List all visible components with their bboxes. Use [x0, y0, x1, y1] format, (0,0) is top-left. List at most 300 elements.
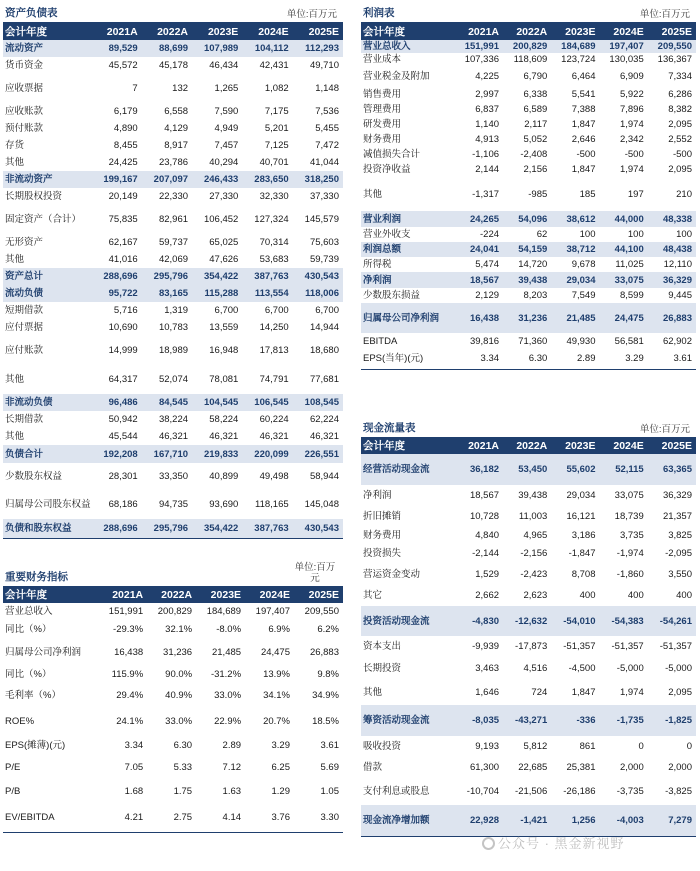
row-label: 应付账款 [5, 345, 44, 356]
table-row [361, 53, 696, 65]
cell-value: 40,701 [259, 157, 289, 168]
cell-value: 24,041 [455, 242, 503, 257]
cell-value: 1.75 [173, 785, 193, 797]
table-row [361, 506, 696, 527]
header-year: 2023E [196, 588, 245, 603]
cell-value: 75,835 [108, 214, 138, 225]
cell-value: 1,847 [571, 119, 596, 130]
cell-value: 55,602 [551, 454, 599, 485]
cell-value: 2.75 [147, 804, 196, 832]
cell-value: 71,360 [518, 335, 548, 347]
cell-value: 2,117 [524, 119, 548, 130]
table-row [361, 65, 696, 87]
table-row [3, 756, 343, 778]
cell-value: 1,646 [475, 686, 500, 698]
cell-value: 24,475 [260, 647, 290, 658]
cell-value: 13,559 [209, 322, 239, 333]
header-year: 2022A [503, 439, 551, 454]
cell-value: 2,129 [475, 290, 500, 301]
cell-value: 100 [627, 229, 644, 240]
table-row [3, 639, 343, 666]
row-label: EBITDA [363, 335, 398, 347]
cell-value: 5.33 [173, 761, 193, 773]
row-label: 预付账款 [5, 123, 44, 134]
row-label: 长期股权投资 [5, 191, 63, 202]
cell-value: 2,144 [475, 164, 500, 175]
header-year: 2025E [648, 439, 696, 454]
cell-value: 24,475 [600, 303, 648, 333]
cell-value: 246,433 [192, 171, 242, 188]
cell-value: 26,883 [309, 647, 339, 658]
cell-value: -8.0% [216, 624, 242, 635]
cell-value: 3.30 [294, 804, 343, 832]
cell-value: -1,974 [616, 548, 644, 559]
cell-value: 20,149 [108, 191, 138, 202]
cell-value: 62,167 [108, 237, 138, 248]
table-row [3, 285, 343, 302]
row-label: 利润总额 [361, 242, 455, 257]
table-row [361, 117, 696, 132]
row-label: 营业成本 [363, 53, 402, 65]
cell-value: 14,944 [309, 322, 339, 333]
cell-value: 3.29 [600, 349, 648, 369]
cell-value: 3,186 [571, 529, 596, 541]
cell-value: 6,909 [619, 70, 644, 82]
cell-value: 3,550 [668, 569, 692, 580]
cell-value: 2,000 [668, 762, 692, 773]
row-label: 同比（%） [5, 669, 52, 680]
table-row [3, 411, 343, 428]
cell-value: 49,710 [309, 60, 339, 71]
cell-value: -5,000 [665, 662, 692, 674]
table-row [361, 257, 696, 272]
cell-value: -1,825 [648, 705, 696, 736]
cell-value: -1,847 [568, 548, 596, 559]
cell-value: -12,632 [503, 606, 551, 636]
cell-value: 2.89 [222, 739, 242, 751]
cell-value: 48,438 [648, 242, 696, 257]
cell-value: 70,314 [259, 237, 289, 248]
cell-value: 207,097 [142, 171, 192, 188]
cell-value: 6,700 [315, 305, 339, 316]
cell-value: -54,383 [600, 606, 648, 636]
cell-value: 68,186 [108, 499, 138, 510]
row-label: 流动负债 [3, 285, 91, 302]
table-row [3, 490, 343, 519]
cell-value: 50,942 [108, 414, 138, 425]
table-row [361, 778, 696, 805]
cell-value: 112,293 [293, 40, 343, 57]
table-row [3, 251, 343, 268]
row-label: 负债和股东权益 [3, 519, 91, 538]
cell-value: 10,690 [108, 322, 138, 333]
header-year: 2022A [142, 24, 192, 40]
cell-value: 17,813 [259, 345, 289, 356]
table-row [361, 162, 696, 177]
cell-value: 59,737 [158, 237, 189, 248]
cell-value: 387,763 [242, 268, 292, 285]
cell-value: 6.9% [268, 624, 290, 635]
cell-value: 41,044 [309, 157, 339, 168]
cell-value: 6.30 [173, 739, 193, 751]
row-label: 资产总计 [3, 268, 91, 285]
cell-value: 7,896 [619, 104, 644, 115]
cell-value: 130,035 [609, 53, 644, 65]
cell-value: 6.25 [271, 761, 290, 773]
row-label: 投资活动现金流 [361, 606, 455, 636]
header-year: 2024E [600, 439, 648, 454]
cell-value: 318,250 [293, 171, 343, 188]
cell-value: 6,286 [668, 89, 692, 100]
cell-value: 33,350 [158, 471, 189, 482]
cell-value: 84,545 [142, 394, 192, 411]
cell-value: 9,445 [668, 290, 692, 301]
cash-flow-title-bar [361, 421, 696, 439]
cell-value: 54,159 [503, 242, 551, 257]
header-label: 会计年度 [361, 24, 455, 40]
row-label: 支付利息或股息 [363, 786, 430, 797]
cell-value: 4,516 [523, 662, 548, 674]
cell-value: -1,317 [472, 188, 500, 200]
table-row [3, 188, 343, 205]
cell-value: -4,003 [600, 805, 648, 836]
cell-value: 136,367 [657, 53, 692, 65]
row-label: 减值损失合计 [363, 149, 421, 160]
cell-value: 29.4% [116, 690, 144, 701]
cell-value: 3.61 [320, 739, 339, 751]
cell-value: 58,224 [209, 414, 239, 425]
cell-value: 46,434 [209, 60, 239, 71]
cell-value: 31,236 [503, 303, 551, 333]
table-row [3, 57, 343, 74]
row-label: 净利润 [361, 272, 455, 288]
cell-value: -500 [672, 149, 692, 160]
cell-value: 45,572 [108, 60, 138, 71]
cell-value: -4,830 [455, 606, 503, 636]
cell-value: 7,279 [648, 805, 696, 836]
table-row [361, 288, 696, 303]
table-row [3, 319, 343, 336]
cell-value: 2,646 [571, 134, 596, 145]
cell-value: 7.05 [124, 761, 144, 773]
cell-value: 167,710 [142, 445, 192, 463]
cell-value: 199,167 [91, 171, 141, 188]
table-row [3, 666, 343, 683]
wechat-icon [482, 837, 495, 850]
cell-value: 60,224 [259, 414, 289, 425]
income-statement-panel [361, 6, 696, 370]
cell-value: 9.8% [317, 669, 339, 680]
table-row [361, 757, 696, 778]
header-label: 会计年度 [3, 588, 98, 603]
row-label: 经营活动现金流 [361, 454, 455, 485]
row-label: 应付票据 [5, 322, 44, 333]
table-row [361, 132, 696, 147]
table-row [361, 805, 696, 836]
table-row [361, 87, 696, 102]
cell-value: -9,939 [472, 641, 500, 652]
cell-value: 3,825 [668, 529, 692, 541]
header-row [361, 24, 696, 40]
table-row [361, 705, 696, 736]
table-row [361, 606, 696, 636]
table-row [3, 778, 343, 804]
cell-value: 41,016 [108, 254, 138, 265]
cell-value: 26,883 [648, 303, 696, 333]
header-year: 2022A [147, 588, 196, 603]
key-indicators-title-bar [3, 560, 343, 588]
cell-value: -43,271 [503, 705, 551, 736]
cell-value: 4,890 [113, 123, 138, 134]
cell-value: 1,256 [551, 805, 599, 836]
cell-value: 123,724 [561, 53, 596, 65]
key-indicators-panel [3, 560, 343, 833]
cell-value: 18.5% [312, 715, 339, 727]
row-label: EPS(摊薄)(元) [5, 739, 66, 751]
cell-value: 29,034 [551, 272, 599, 288]
cell-value: 40.9% [165, 690, 193, 701]
table-row [3, 620, 343, 639]
cell-value: 8,599 [619, 290, 644, 301]
row-label: 应收账款 [5, 106, 44, 117]
cell-value: 18,567 [469, 490, 500, 501]
cell-value: 6,558 [164, 106, 189, 117]
cell-value: 219,833 [192, 445, 242, 463]
table-row [3, 154, 343, 171]
cell-value: 6,700 [264, 305, 289, 316]
cell-value: 4,225 [475, 70, 500, 82]
cell-value: 7,457 [214, 140, 239, 151]
cell-value: 118,609 [513, 53, 548, 65]
row-label: 营业外收支 [363, 229, 411, 240]
cell-value: 42,431 [259, 60, 289, 71]
table-row [3, 683, 343, 708]
cell-value: 209,550 [304, 606, 339, 617]
balance-sheet-panel [3, 6, 343, 539]
cell-value: 108,545 [293, 394, 343, 411]
cell-value: 59,739 [309, 254, 339, 265]
cell-value: 3,735 [619, 529, 644, 541]
cell-value: 83,165 [142, 285, 192, 302]
table-row [361, 657, 696, 679]
cell-value: 7,175 [264, 106, 289, 117]
cell-value: -1,106 [472, 149, 500, 160]
cell-value: 74,791 [259, 374, 289, 385]
cash-flow-title: 现金流量表 [363, 422, 416, 434]
cell-value: 24.1% [116, 715, 144, 727]
table-row [3, 74, 343, 103]
cell-value: -500 [624, 149, 644, 160]
cell-value: 104,545 [192, 394, 242, 411]
cell-value: 6,464 [571, 70, 596, 82]
unit-line-1: 单位:百万 [294, 562, 336, 573]
cell-value: 14,720 [518, 259, 548, 270]
row-label: 财务费用 [363, 134, 402, 145]
cell-value: 127,324 [254, 214, 289, 225]
cell-value: 7,590 [214, 106, 239, 117]
header-row [361, 439, 696, 454]
unit-line-2: 元 [310, 573, 320, 584]
cell-value: 724 [531, 686, 548, 698]
header-year: 2021A [455, 439, 503, 454]
row-label: 短期借款 [5, 305, 44, 316]
row-label: 营运资金变动 [363, 569, 421, 580]
cell-value: 31,236 [163, 647, 193, 658]
cell-value: 1,140 [475, 119, 500, 130]
cell-value: 185 [579, 188, 596, 200]
table-row [3, 804, 343, 832]
cell-value: 6,790 [523, 70, 548, 82]
cell-value: 18,680 [309, 345, 339, 356]
cell-value: -2,144 [472, 548, 500, 559]
cell-value: 34.9% [312, 690, 339, 701]
row-label: 投资损失 [363, 548, 402, 559]
table-row [3, 365, 343, 394]
cell-value: 32.1% [165, 624, 193, 635]
balance-sheet-table [3, 24, 343, 539]
cell-value: 21,485 [211, 647, 242, 658]
cell-value: 100 [579, 229, 596, 240]
cell-value: 54,096 [503, 211, 551, 227]
row-label: 净利润 [363, 490, 392, 501]
cell-value: 1,847 [571, 686, 596, 698]
cell-value: 2,552 [668, 134, 692, 145]
header-year: 2023E [192, 24, 242, 40]
cell-value: 21,357 [662, 511, 692, 522]
cell-value: 1,319 [164, 305, 189, 316]
row-label: 折旧摊销 [363, 511, 402, 522]
cell-value: 106,545 [242, 394, 292, 411]
row-label: 无形资产 [5, 237, 44, 248]
row-label: 营业总收入 [5, 606, 53, 617]
header-row [3, 588, 343, 603]
cell-value: 37,330 [309, 191, 339, 202]
cell-value: 18,567 [455, 272, 503, 288]
cell-value: 32,330 [259, 191, 289, 202]
cell-value: 7,472 [315, 140, 339, 151]
cell-value: 200,829 [503, 40, 551, 53]
cell-value: 1.29 [271, 785, 290, 797]
cell-value: 2,095 [668, 686, 692, 698]
cell-value: 6,700 [214, 305, 239, 316]
cell-value: 53,450 [503, 454, 551, 485]
table-row [3, 734, 343, 756]
cell-value: 58,944 [309, 471, 339, 482]
row-label: EPS(当年)(元) [361, 349, 455, 369]
watermark [482, 833, 625, 852]
cell-value: 6.30 [503, 349, 551, 369]
cell-value: -500 [576, 149, 596, 160]
row-label: 长期投资 [363, 662, 402, 674]
cell-value: -4,500 [568, 662, 596, 674]
cell-value: 5,474 [475, 259, 500, 270]
cell-value: 226,551 [293, 445, 343, 463]
cell-value: -51,357 [563, 641, 596, 652]
cell-value: 3.29 [271, 739, 290, 751]
cell-value: 210 [676, 188, 692, 200]
cell-value: 90.0% [165, 669, 193, 680]
cell-value: 18,989 [158, 345, 189, 356]
cell-value: 78,081 [209, 374, 239, 385]
cell-value: 1,529 [475, 569, 500, 580]
cell-value: 38,224 [158, 414, 189, 425]
header-year: 2025E [294, 588, 343, 603]
table-row [3, 519, 343, 538]
row-label: EV/EBITDA [3, 804, 98, 832]
cell-value: 1,974 [619, 686, 644, 698]
table-row [361, 147, 696, 162]
cell-value: 4.14 [196, 804, 245, 832]
header-row [3, 24, 343, 40]
cell-value: 75,603 [309, 237, 339, 248]
cell-value: 9,678 [571, 259, 596, 270]
cell-value: 33,075 [600, 272, 648, 288]
key-indicators-title: 重要财务指标 [5, 571, 68, 583]
cell-value: 283,650 [242, 171, 292, 188]
cell-value: 4,949 [214, 123, 239, 134]
cash-flow-unit: 单位:百万元 [639, 424, 690, 435]
cell-value: 18,739 [614, 511, 644, 522]
row-label: 现金流净增加额 [361, 805, 455, 836]
cell-value: 24,425 [108, 157, 138, 168]
cell-value: 209,550 [648, 40, 696, 53]
cell-value: 62,224 [309, 414, 339, 425]
table-row [3, 708, 343, 734]
cell-value: 52,074 [158, 374, 189, 385]
cell-value: 4,965 [523, 529, 548, 541]
cell-value: 36,182 [455, 454, 503, 485]
table-row [3, 120, 343, 137]
table-row [3, 268, 343, 285]
cell-value: 39,438 [503, 272, 551, 288]
table-row [361, 177, 696, 211]
cell-value: 94,735 [158, 499, 189, 510]
cell-value: 104,112 [242, 40, 292, 57]
row-label: 同比（%） [5, 624, 52, 635]
table-row [3, 302, 343, 319]
cell-value: -31.2% [210, 669, 242, 680]
row-label: 营业税金及附加 [363, 70, 430, 82]
cell-value: 36,329 [662, 490, 692, 501]
row-label: 归属母公司净利润 [361, 303, 455, 333]
cell-value: 25,381 [566, 762, 596, 773]
table-row [3, 445, 343, 463]
table-row [361, 333, 696, 349]
row-label: ROE% [5, 715, 35, 727]
cash-flow-table [361, 439, 696, 837]
cell-value: 5,052 [523, 134, 548, 145]
cell-value: 861 [579, 741, 596, 752]
cell-value: 46,321 [309, 431, 339, 442]
cell-value: 77,681 [309, 374, 339, 385]
cell-value: 6,589 [523, 104, 548, 115]
cell-value: 151,991 [455, 40, 503, 53]
cell-value: 22,685 [518, 762, 548, 773]
cell-value: -21,506 [515, 786, 548, 797]
row-label: 存货 [5, 140, 25, 151]
cell-value: 288,696 [91, 268, 141, 285]
income-statement-title: 利润表 [363, 7, 395, 19]
row-label: 其他 [363, 188, 383, 200]
row-label: 流动资产 [3, 40, 91, 57]
cash-flow-panel [361, 421, 696, 837]
cell-value: 33.0% [214, 690, 242, 701]
cell-value: 295,796 [142, 268, 192, 285]
cell-value: 95,722 [91, 285, 141, 302]
income-statement-unit: 单位:百万元 [639, 9, 690, 20]
cell-value: 48,338 [648, 211, 696, 227]
cell-value: 7.12 [222, 761, 242, 773]
